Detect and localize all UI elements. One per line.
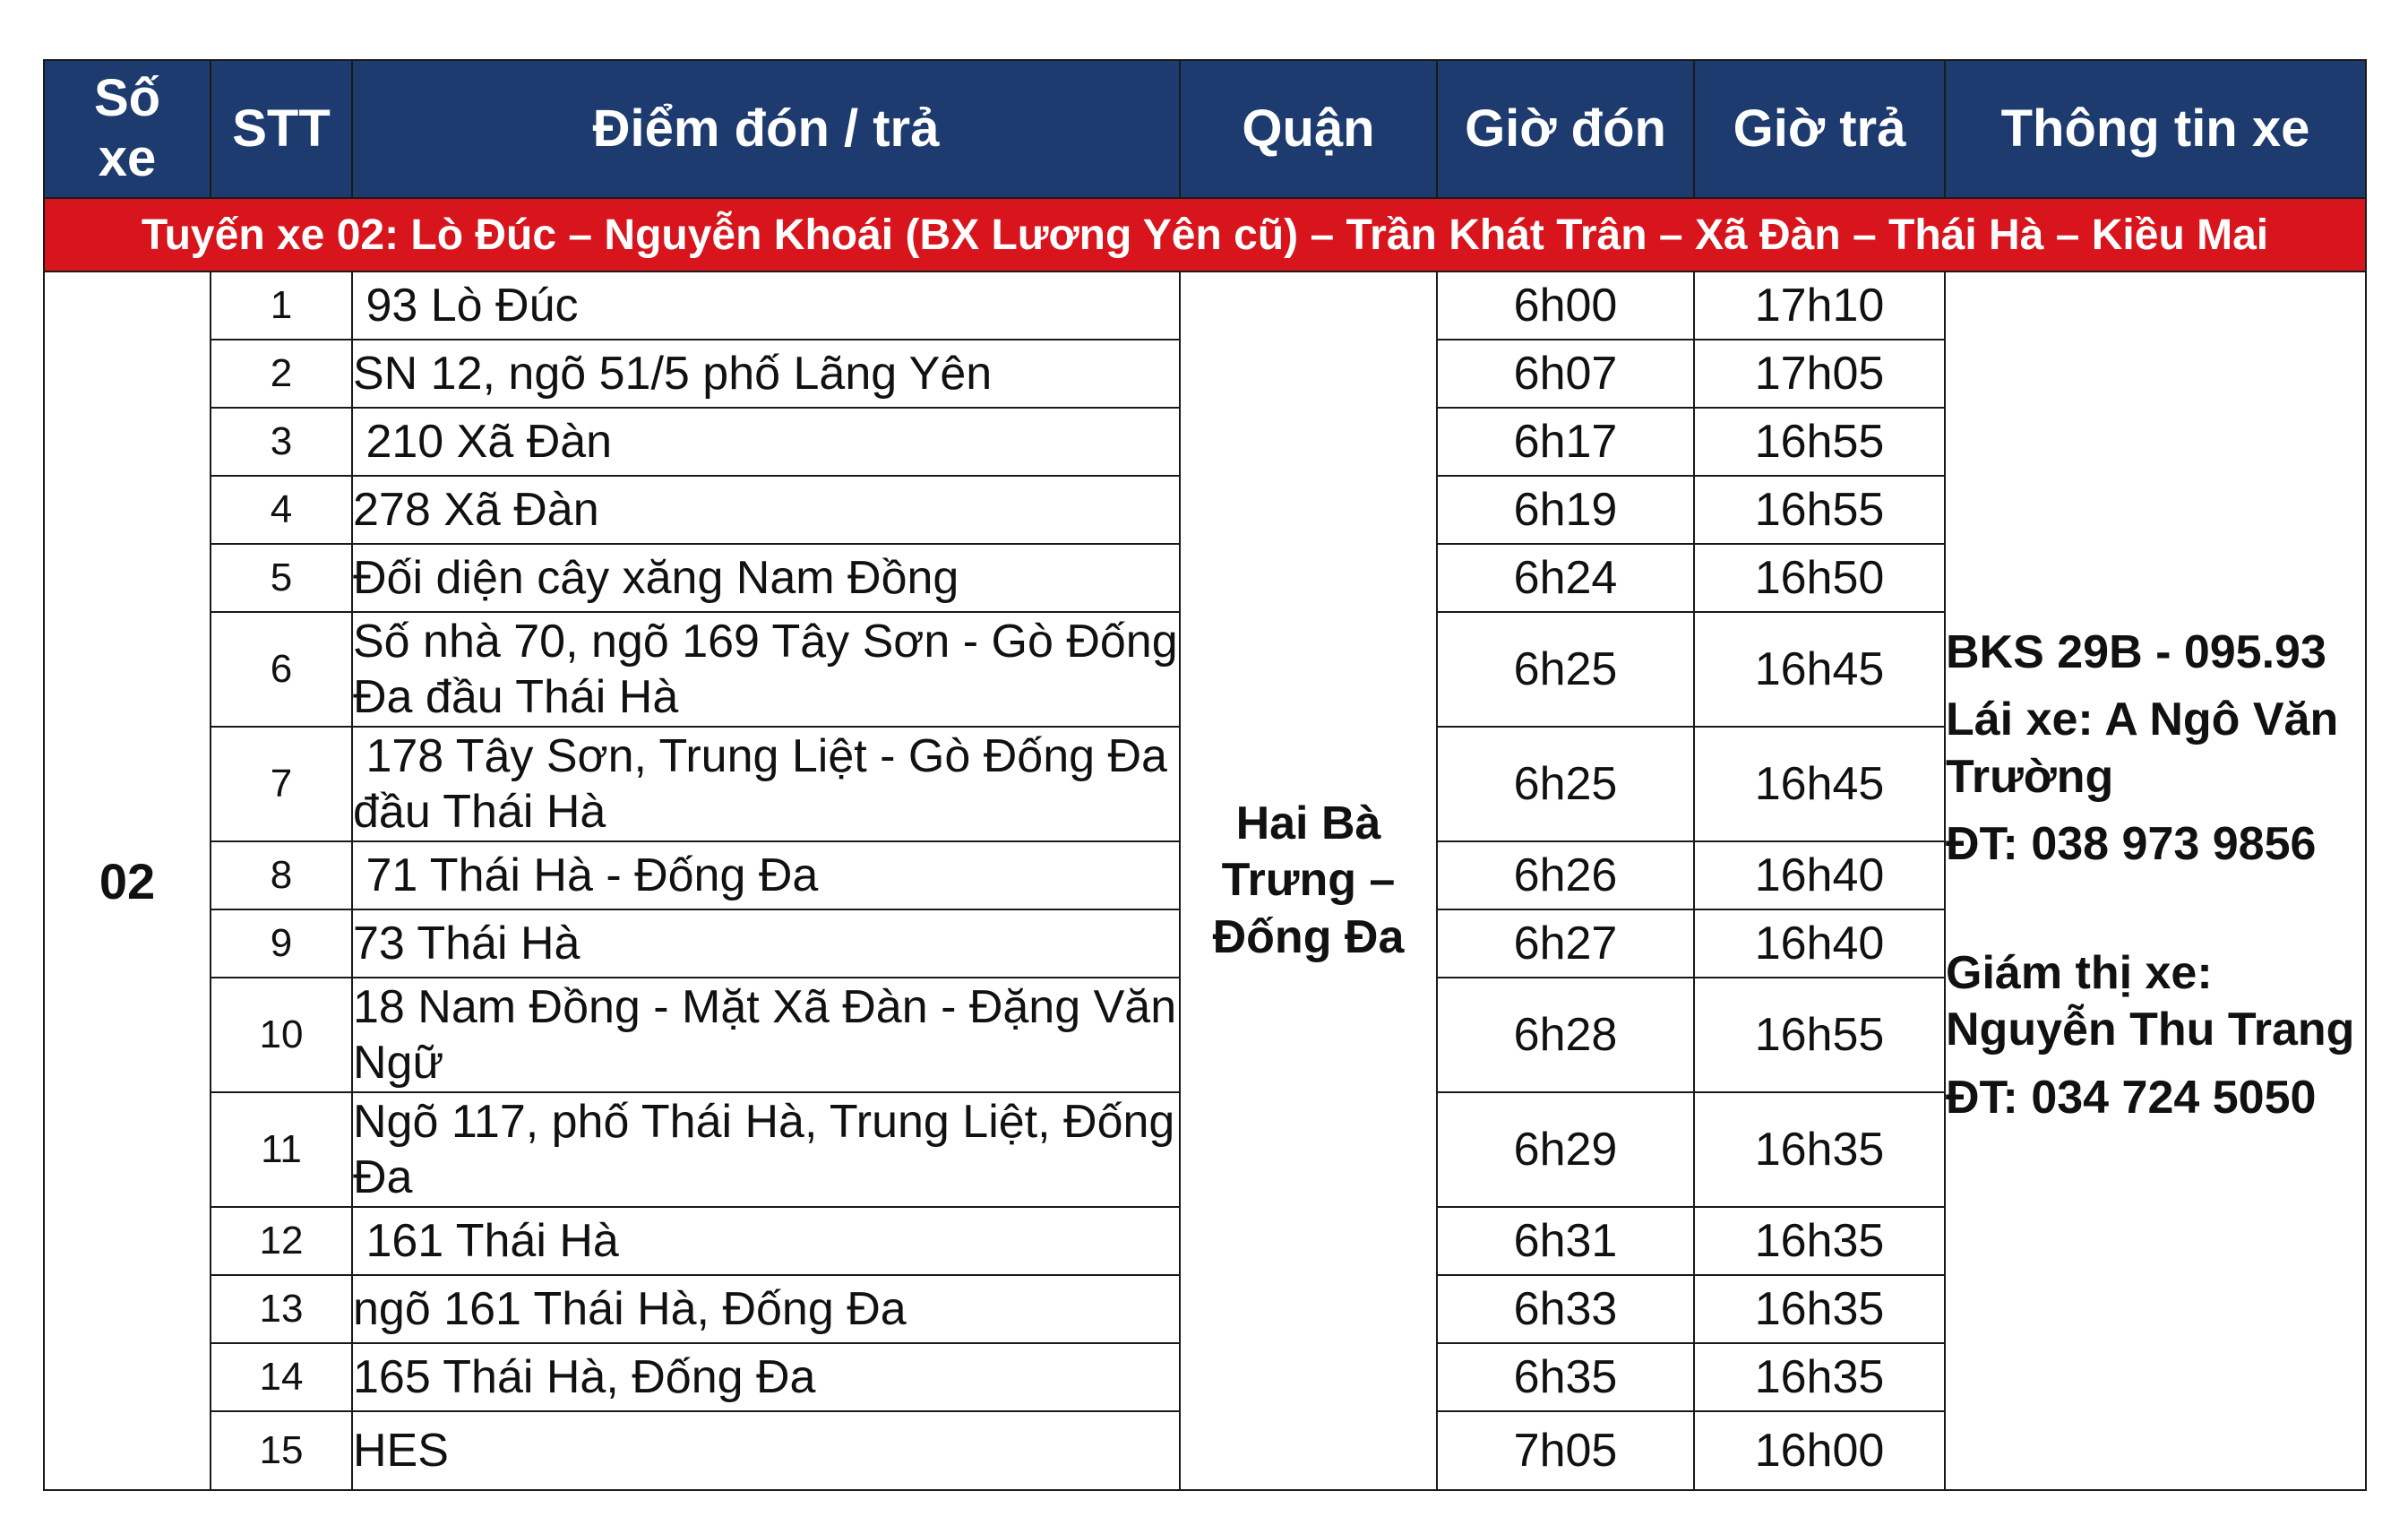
stop-address: Đối diện cây xăng Nam Đồng [352,544,1180,612]
stop-stt: 12 [211,1207,352,1275]
header-vehicle-info: Thông tin xe [1945,60,2366,198]
stop-stt: 13 [211,1275,352,1343]
pickup-time: 6h35 [1437,1343,1694,1411]
header-stop: Điểm đón / trả [352,60,1180,198]
pickup-time: 6h27 [1437,909,1694,978]
stop-address: HES [352,1411,1180,1490]
stop-address: 178 Tây Sơn, Trung Liệt - Gò Đống Đa đầu Thái Hà [352,727,1180,841]
pickup-time: 6h26 [1437,841,1694,909]
stop-stt: 14 [211,1343,352,1411]
pickup-time: 6h25 [1437,612,1694,727]
stop-stt: 6 [211,612,352,727]
table-row [44,271,2366,340]
district-label: Hai Bà Trưng – Đống Đa [1212,797,1405,963]
dropoff-time: 16h40 [1694,909,1945,978]
pickup-time: 6h24 [1437,544,1694,612]
pickup-time: 6h25 [1437,727,1694,841]
stop-address: Số nhà 70, ngõ 169 Tây Sơn - Gò Đống Đa đầu Thái Hà [352,612,1180,727]
stop-address: 71 Thái Hà - Đống Đa [352,841,1180,909]
dropoff-time: 16h55 [1694,476,1945,544]
stop-address: 161 Thái Hà [352,1207,1180,1275]
stop-address: SN 12, ngõ 51/5 phố Lãng Yên [352,340,1180,408]
dropoff-time: 16h45 [1694,612,1945,727]
monitor-name: Giám thị xe: Nguyễn Thu Trang [1946,946,2355,1056]
stop-stt: 8 [211,841,352,909]
dropoff-time: 16h35 [1694,1275,1945,1343]
dropoff-time: 17h05 [1694,340,1945,408]
header-pickup-time: Giờ đón [1437,60,1694,198]
header-stt: STT [211,60,352,198]
monitor-phone: ĐT: 034 724 5050 [1946,1071,2317,1124]
district-cell [1180,271,1437,1490]
stop-stt: 7 [211,727,352,841]
vehicle-info-cell [1945,271,2366,1490]
stop-address: 165 Thái Hà, Đống Đa [352,1343,1180,1411]
stop-stt: 4 [211,476,352,544]
stop-address: 278 Xã Đàn [352,476,1180,544]
stop-stt: 3 [211,408,352,476]
pickup-time: 6h28 [1437,978,1694,1092]
vehicle-plate: BKS 29B - 095.93 [1946,625,2326,678]
pickup-time: 6h07 [1437,340,1694,408]
dropoff-time: 17h10 [1694,271,1945,340]
route-title-row [44,198,2366,271]
stop-address: 93 Lò Đúc [352,271,1180,340]
stop-stt: 15 [211,1411,352,1490]
dropoff-time: 16h55 [1694,978,1945,1092]
stop-address: 210 Xã Đàn [352,408,1180,476]
stop-stt: 5 [211,544,352,612]
bus-route-table [43,59,2367,1491]
dropoff-time: 16h45 [1694,727,1945,841]
dropoff-time: 16h35 [1694,1207,1945,1275]
dropoff-time: 16h40 [1694,841,1945,909]
pickup-time: 6h19 [1437,476,1694,544]
stop-address: 73 Thái Hà [352,909,1180,978]
header-dropoff-time: Giờ trả [1694,60,1945,198]
stop-stt: 1 [211,271,352,340]
stop-stt: 9 [211,909,352,978]
pickup-time: 6h33 [1437,1275,1694,1343]
header-row [44,60,2366,198]
bus-number: 02 [44,271,211,1490]
dropoff-time: 16h35 [1694,1343,1945,1411]
route-title: Tuyến xe 02: Lò Đúc – Nguyễn Khoái (BX Lương Yên cũ) – Trần Khát Trân – Xã Đàn – Thái Hà – Kiều Mai [44,198,2366,271]
pickup-time: 6h00 [1437,271,1694,340]
pickup-time: 6h31 [1437,1207,1694,1275]
header-bus-no: Số xe [44,60,211,198]
stop-address: ngõ 161 Thái Hà, Đống Đa [352,1275,1180,1343]
pickup-time: 6h29 [1437,1092,1694,1207]
dropoff-time: 16h00 [1694,1411,1945,1490]
dropoff-time: 16h50 [1694,544,1945,612]
pickup-time: 6h17 [1437,408,1694,476]
header-district: Quận [1180,60,1437,198]
stop-stt: 10 [211,978,352,1092]
dropoff-time: 16h35 [1694,1092,1945,1207]
stop-stt: 11 [211,1092,352,1207]
driver-name: Lái xe: A Ngô Văn Trường [1946,694,2339,803]
stop-stt: 2 [211,340,352,408]
driver-phone: ĐT: 038 973 9856 [1946,818,2317,871]
pickup-time: 7h05 [1437,1411,1694,1490]
dropoff-time: 16h55 [1694,408,1945,476]
stop-address: 18 Nam Đồng - Mặt Xã Đàn - Đặng Văn Ngữ [352,978,1180,1092]
stop-address: Ngõ 117, phố Thái Hà, Trung Liệt, Đống Đa [352,1092,1180,1207]
